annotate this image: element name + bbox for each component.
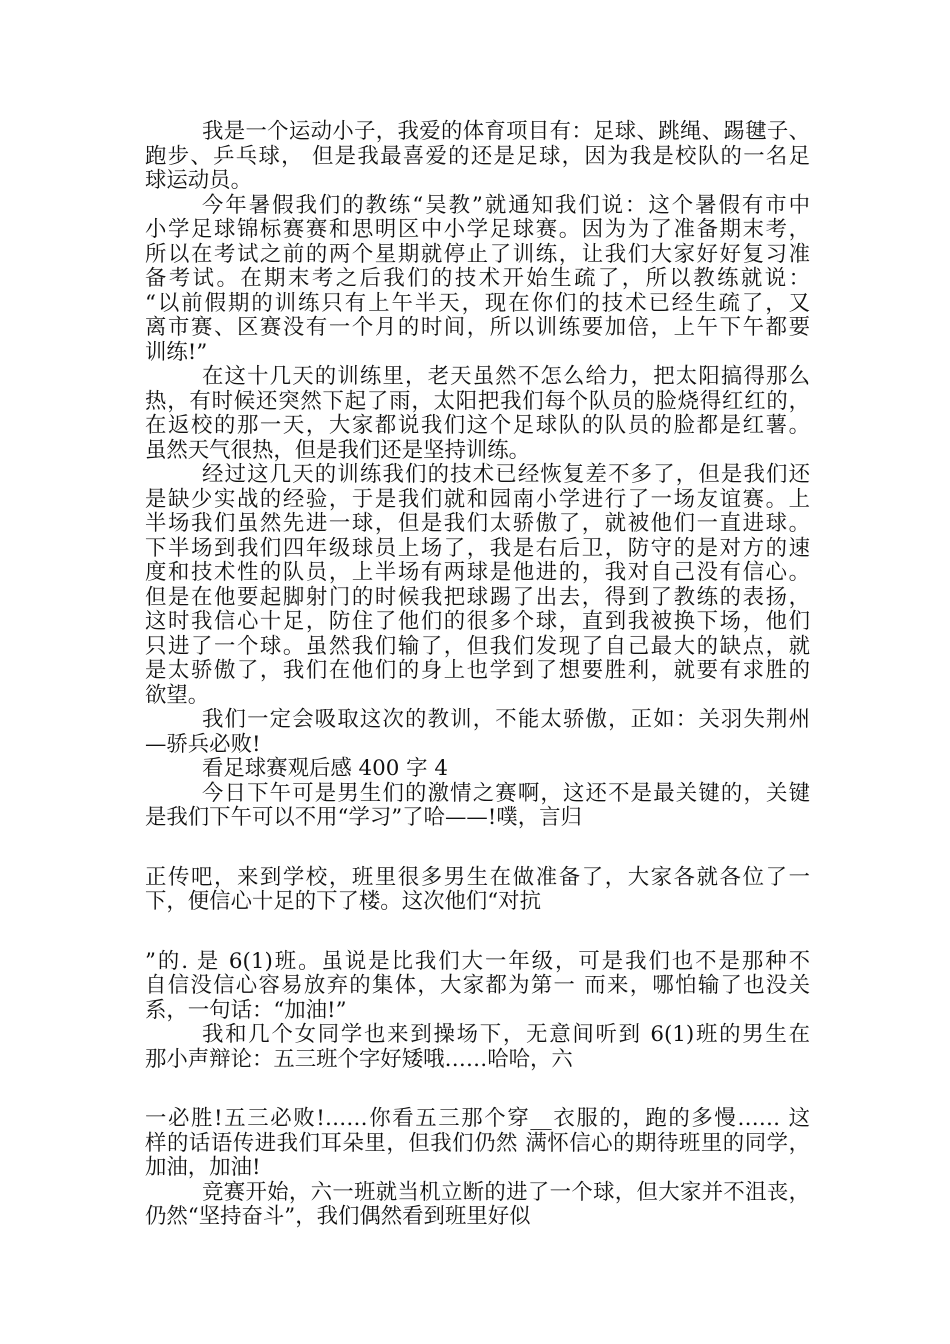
text-line: 竞赛开始，六一班就当机立断的进了一个球，但大家并不沮丧， xyxy=(202,1179,810,1205)
text-line: 备考试。在期末考之后我们的技术开始生疏了，所以教练就说： xyxy=(145,266,810,291)
text-line: 系，一句话：“加油!” xyxy=(145,997,347,1023)
text-line: 跑步、乒乓球， 但是我最喜爱的还是足球，因为我是校队的一名足 xyxy=(145,143,810,169)
text-line: 加油，加油! xyxy=(145,1155,261,1180)
text-line: 度和技术性的队员，上半场有两球是他进的，我对自己没有信心。 xyxy=(145,560,810,585)
text-line: 样的话语传进我们耳朵里，但我们仍然 满怀信心的期待班里的同学， xyxy=(145,1130,810,1156)
text-line: 那小声辩论：五三班个字好矮哦……哈哈，六 xyxy=(145,1046,573,1072)
section-heading: 看足球赛观后感 400 字 4 xyxy=(202,756,448,781)
text-line: 训练!” xyxy=(145,339,208,365)
paragraph-gap xyxy=(145,1072,810,1107)
paragraph-gap xyxy=(145,915,810,950)
text-line: 在这十几天的训练里，老天虽然不怎么给力，把太阳搞得那么 xyxy=(202,364,810,389)
text-line: 经过这几天的训练我们的技术已经恢复差不多了，但是我们还 xyxy=(202,462,810,487)
text-line: 虽然天气很热，但是我们还是坚持训练。 xyxy=(145,437,531,463)
text-line: 今年暑假我们的教练“吴教”就通知我们说：这个暑假有市中 xyxy=(202,192,810,218)
text-line: 只进了一个球。虽然我们输了，但我们发现了自己最大的缺点，就 xyxy=(145,633,810,659)
text-line: 球运动员。 xyxy=(145,168,252,193)
text-line: 下半场到我们四年级球员上场了，我是右后卫，防守的是对方的速 xyxy=(145,535,810,561)
text-line: 小学足球锦标赛赛和思明区中小学足球赛。因为为了准备期末考， xyxy=(145,217,810,242)
text-line: 这时我信心十足，防住了他们的很多个球，直到我被换下场，他们 xyxy=(145,609,810,634)
text-line: 正传吧，来到学校，班里很多男生在做准备了，大家各就各位了一 xyxy=(145,864,810,890)
text-line: —骄兵必败! xyxy=(145,731,261,757)
text-line: 欲望。 xyxy=(145,682,210,708)
text-line: 所以在考试之前的两个星期就停止了训练，让我们大家好好复习准 xyxy=(145,241,810,267)
text-line: 热，有时候还突然下起了雨，太阳把我们每个队员的脸烧得红红的， xyxy=(145,388,810,414)
text-line: “以前假期的训练只有上午半天，现在你们的技术已经生疏了，又 xyxy=(145,290,810,316)
text-line: 但是在他要起脚射门的时候我把球踢了出去，得到了教练的表扬， xyxy=(145,584,810,610)
text-line: 我和几个女同学也来到操场下，无意间听到 6(1)班的男生在 xyxy=(202,1022,810,1047)
text-line: 我们一定会吸取这次的教训，不能太骄傲，正如：关羽失荆州 xyxy=(202,707,810,732)
text-line: 今日下午可是男生们的激情之赛啊，这还不是最关键的，关键 xyxy=(202,780,810,806)
text-line: 是我们下午可以不用“学习”了哈——!噗，言归 xyxy=(145,805,582,830)
text-line: 仍然“坚持奋斗”，我们偶然看到班里好似 xyxy=(145,1204,531,1229)
paragraph-gap xyxy=(145,831,810,866)
text-line: 离市赛、区赛没有一个月的时间，所以训练要加倍，上午下午都要 xyxy=(145,315,810,340)
text-line: 自信没信心容易放弃的集体，大家都为第一 而来，哪怕输了也没关 xyxy=(145,973,810,998)
text-line: ”的. 是 6(1)班。虽说是比我们大一年级，可是我们也不是那种不 xyxy=(145,948,810,974)
text-line: 下，便信心十足的下了楼。这次他们“对抗 xyxy=(145,889,541,914)
text-line: 半场我们虽然先进一球，但是我们太骄傲了，就被他们一直进球。 xyxy=(145,511,810,536)
text-line: 是太骄傲了，我们在他们的身上也学到了想要胜利，就要有求胜的 xyxy=(145,658,810,683)
document-body xyxy=(145,120,810,1230)
text-line: 是缺少实战的经验，于是我们就和园南小学进行了一场友谊赛。上 xyxy=(145,486,810,512)
text-line: 一必胜!五三必败!……你看五三那个穿__衣服的，跑的多慢…… 这 xyxy=(145,1106,810,1131)
text-line: 在返校的那一天，大家都说我们这个足球队的队员的脸都是红薯。 xyxy=(145,413,810,438)
text-line: 我是一个运动小子，我爱的体育项目有：足球、跳绳、踢毽子、 xyxy=(202,119,810,144)
